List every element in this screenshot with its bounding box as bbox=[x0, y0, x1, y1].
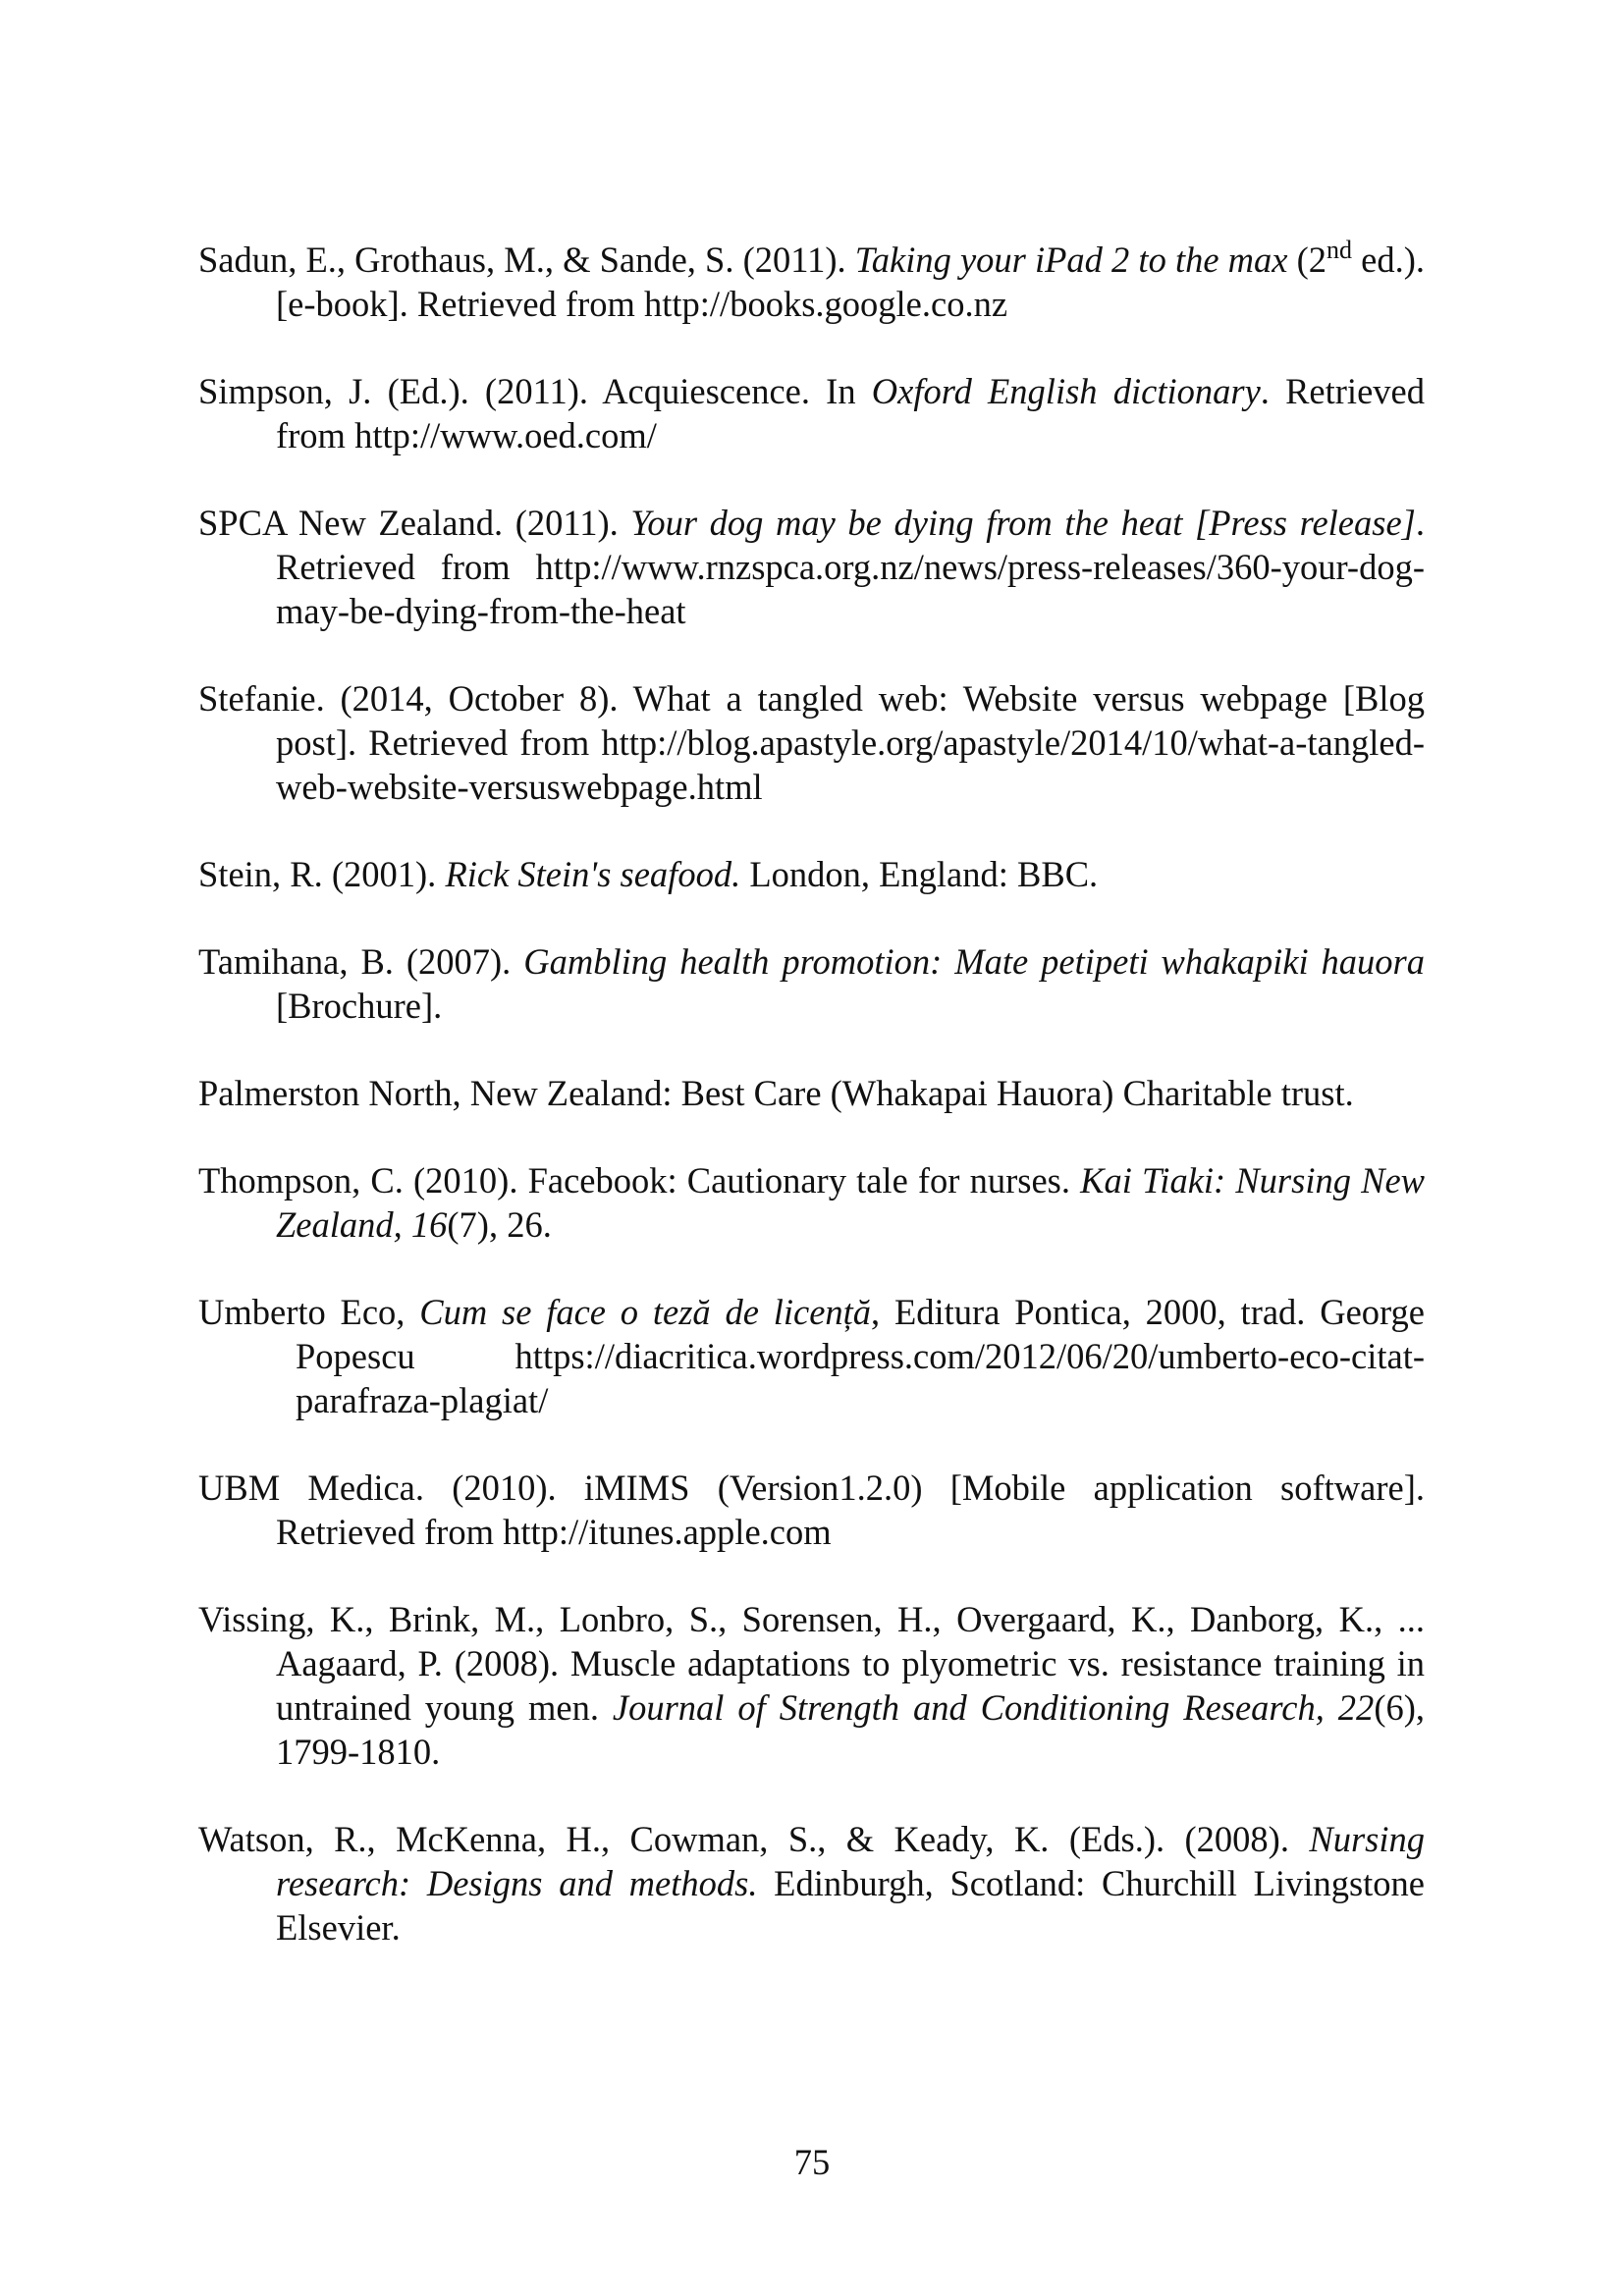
reference-text: London, England: BBC. bbox=[740, 854, 1099, 894]
page-number: 75 bbox=[793, 2142, 831, 2182]
reference-title: Oxford English dictionary bbox=[871, 371, 1261, 411]
reference-title: Taking your iPad 2 to the max bbox=[854, 240, 1288, 280]
reference-text: Palmerston North, New Zealand: Best Care (Whakapai Hauora) Charitable trust. bbox=[198, 1073, 1354, 1113]
reference-text: Umberto Eco, bbox=[198, 1292, 420, 1332]
reference-text: Thompson, C. (2010). Facebook: Cautionary tale for nurses. bbox=[198, 1160, 1081, 1201]
reference-ubm bbox=[198, 1466, 1425, 1554]
reference-sadun bbox=[198, 238, 1425, 326]
reference-list bbox=[198, 238, 1425, 1949]
reference-text: Edinburgh, Scotland: Churchill Livingstone Elsevier. bbox=[276, 1863, 1425, 1948]
reference-text: UBM Medica. (2010). iMIMS (Version1.2.0) [Mobile application software]. Retrieved from http://itunes.apple.com bbox=[198, 1468, 1425, 1552]
reference-text: (2 bbox=[1287, 240, 1327, 280]
reference-title: Your dog may be dying from the heat [Press release] bbox=[630, 503, 1416, 543]
reference-text: Vissing, K., Brink, M., Lonbro, S., Sorensen, H., Overgaard, K., Danborg, K., ... Aagaard, P. (2008). Muscle adaptations to plyometric vs. resistance training in untrained young men. bbox=[198, 1599, 1425, 1728]
reference-simpson bbox=[198, 369, 1425, 457]
reference-text: . Retrieved from http://www.rnzspca.org.nz/news/press-releases/360-your-dog-may-be-dying-from-the-heat bbox=[276, 503, 1425, 631]
reference-vissing bbox=[198, 1597, 1425, 1774]
reference-spca bbox=[198, 501, 1425, 633]
reference-palmerston bbox=[198, 1071, 1425, 1115]
reference-text: . Retrieved from http://www.oed.com/ bbox=[276, 371, 1425, 455]
reference-thompson bbox=[198, 1158, 1425, 1247]
reference-text: Stein, R. (2001). bbox=[198, 854, 446, 894]
reference-stefanie bbox=[198, 676, 1425, 809]
reference-eco bbox=[198, 1290, 1425, 1422]
reference-text: SPCA New Zealand. (2011). bbox=[198, 503, 631, 543]
reference-text: [Brochure]. bbox=[276, 986, 443, 1026]
reference-title: Cum se face o teză de licență bbox=[419, 1292, 872, 1332]
reference-text: Sadun, E., Grothaus, M., & Sande, S. (2011). bbox=[198, 240, 855, 280]
reference-text: Stefanie. (2014, October 8). What a tangled web: Website versus webpage [Blog post]. Retrieved from http://blog.apastyle.org/apastyle/2014/10/what-a-tangled-web-website-versuswebpage.html bbox=[198, 678, 1425, 807]
reference-text: Tamihana, B. (2007). bbox=[198, 941, 524, 982]
reference-title: Gambling health promotion: Mate petipeti whakapiki hauora bbox=[523, 941, 1425, 982]
reference-title: Nursing research: Designs and methods. bbox=[276, 1819, 1425, 1903]
reference-tamihana bbox=[198, 939, 1425, 1028]
reference-title: Kai Tiaki: Nursing New Zealand, 16 bbox=[276, 1160, 1425, 1245]
reference-stein bbox=[198, 852, 1425, 896]
reference-text: (7), 26. bbox=[447, 1204, 552, 1245]
reference-text: (6), 1799-1810. bbox=[276, 1687, 1425, 1772]
reference-text: Simpson, J. (Ed.). (2011). Acquiescence. In bbox=[198, 371, 872, 411]
reference-text: Watson, R., McKenna, H., Cowman, S., & Keady, K. (Eds.). (2008). bbox=[198, 1819, 1310, 1859]
reference-title: Rick Stein's seafood. bbox=[445, 854, 741, 894]
reference-text: , Editura Pontica, 2000, trad. George Popescu https://diacritica.wordpress.com/2012/06/20/umberto-eco-citat-parafraza-plagiat/ bbox=[296, 1292, 1425, 1420]
reference-text: ed.). [e-book]. Retrieved from http://books.google.co.nz bbox=[276, 240, 1425, 324]
superscript: nd bbox=[1326, 236, 1353, 264]
reference-watson bbox=[198, 1817, 1425, 1949]
reference-title: Journal of Strength and Conditioning Research, 22 bbox=[612, 1687, 1375, 1728]
